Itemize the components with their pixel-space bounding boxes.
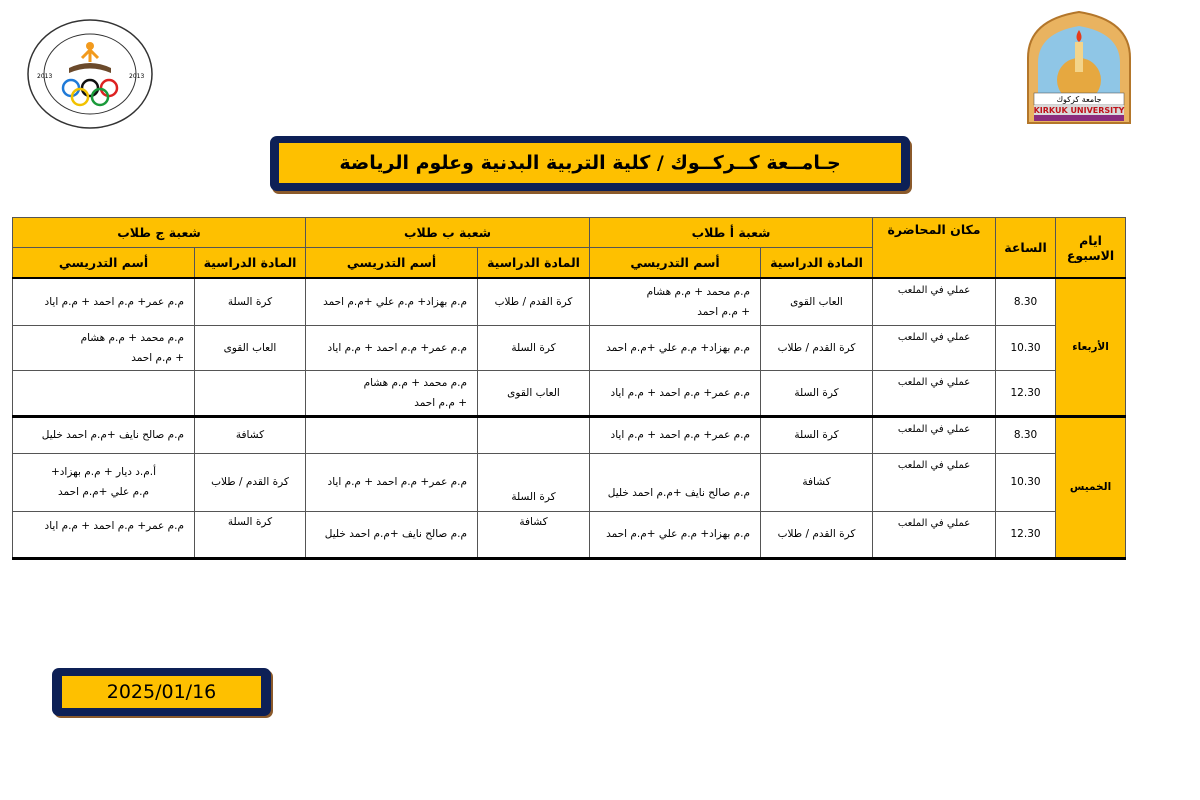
page-title: جـامــعة كــركــوك / كلية التربية البدنية وعلوم الرياضة (339, 152, 841, 174)
day-wednesday: الأربعاء (1056, 278, 1126, 416)
title-banner-inner (279, 143, 901, 183)
time: 8.30 (996, 278, 1056, 325)
a-teacher: م.م بهزاد+ م.م علي +م.م احمد (590, 325, 761, 370)
college-emblem-icon (25, 18, 155, 130)
c-teacher: م.م صالح نايف +م.م احمد خليل (13, 416, 195, 453)
a-teacher: م.م عمر+ م.م احمد + م.م اياد (590, 416, 761, 453)
logo-english-name: KIRKUK UNIVERSITY (1033, 106, 1125, 115)
b-teacher: م.م عمر+ م.م احمد + م.م اياد (306, 325, 478, 370)
date-box-inner (62, 676, 261, 708)
b-subject (478, 416, 590, 453)
c-subject (195, 370, 306, 416)
header-b-teacher: أسم التدريسي (306, 248, 478, 279)
table-row (13, 511, 1126, 558)
c-teacher: م.م محمد + م.م هشام + م.م احمد (13, 325, 195, 370)
college-logo (25, 18, 155, 130)
logo-year-right: 2013 (129, 73, 145, 80)
a-teacher: م.م عمر+ م.م احمد + م.م اياد (590, 370, 761, 416)
b-subject: كشافة (478, 511, 590, 558)
c-subject: كشافة (195, 416, 306, 453)
a-subject: كشافة (761, 453, 873, 511)
date-label: 2025/01/16 (106, 681, 217, 703)
a-teacher: م.م صالح نايف +م.م احمد خليل (590, 453, 761, 511)
university-emblem-icon (1020, 8, 1138, 126)
a-subject: كرة السلة (761, 370, 873, 416)
header-section-b: شعبة ب طلاب (306, 218, 590, 248)
a-subject: كرة القدم / طلاب (761, 325, 873, 370)
a-subject: العاب القوى (761, 278, 873, 325)
place: عملي في الملعب (873, 325, 996, 370)
c-teacher (13, 370, 195, 416)
time: 10.30 (996, 325, 1056, 370)
kirkuk-university-logo (1020, 8, 1138, 126)
table-row (13, 416, 1126, 453)
header-section-c: شعبة ج طلاب (13, 218, 306, 248)
table-row (13, 278, 1126, 325)
c-teacher: م.م عمر+ م.م احمد + م.م اياد (13, 278, 195, 325)
header-c-teacher: أسم التدريسي (13, 248, 195, 279)
day-thursday: الخميس (1056, 416, 1126, 558)
place: عملي في الملعب (873, 511, 996, 558)
b-teacher: م.م محمد + م.م هشام + م.م احمد (306, 370, 478, 416)
table-row (13, 370, 1126, 416)
b-subject: كرة السلة (478, 325, 590, 370)
date-box (52, 668, 271, 716)
time: 12.30 (996, 370, 1056, 416)
c-teacher: م.م عمر+ م.م احمد + م.م اياد (13, 511, 195, 558)
header-place: مكان المحاضرة (873, 218, 996, 279)
b-subject: العاب القوى (478, 370, 590, 416)
place: عملي في الملعب (873, 416, 996, 453)
logo-arabic-name: جامعة كركوك (1056, 95, 1102, 104)
place: عملي في الملعب (873, 453, 996, 511)
header-a-teacher: أسم التدريسي (590, 248, 761, 279)
header-a-subject: المادة الدراسية (761, 248, 873, 279)
time: 10.30 (996, 453, 1056, 511)
header-section-a: شعبة أ طلاب (590, 218, 873, 248)
c-subject: كرة السلة (195, 278, 306, 325)
b-subject: كرة القدم / طلاب (478, 278, 590, 325)
header-day: ايام الاسبوع (1056, 218, 1126, 279)
schedule-table (12, 217, 1126, 560)
c-subject: كرة السلة (195, 511, 306, 558)
time: 8.30 (996, 416, 1056, 453)
header-b-subject: المادة الدراسية (478, 248, 590, 279)
b-teacher: م.م صالح نايف +م.م احمد خليل (306, 511, 478, 558)
header-c-subject: المادة الدراسية (195, 248, 306, 279)
title-banner (270, 136, 910, 191)
c-subject: كرة القدم / طلاب (195, 453, 306, 511)
header-row-sections (13, 218, 1126, 248)
b-teacher: م.م عمر+ م.م احمد + م.م اياد (306, 453, 478, 511)
b-teacher (306, 416, 478, 453)
table-row (13, 325, 1126, 370)
place: عملي في الملعب (873, 278, 996, 325)
b-teacher: م.م بهزاد+ م.م علي +م.م احمد (306, 278, 478, 325)
table-row (13, 453, 1126, 511)
a-teacher: م.م بهزاد+ م.م علي +م.م احمد (590, 511, 761, 558)
time: 12.30 (996, 511, 1056, 558)
place: عملي في الملعب (873, 370, 996, 416)
header-time: الساعة (996, 218, 1056, 279)
a-teacher: م.م محمد + م.م هشام + م.م احمد (590, 278, 761, 325)
c-subject: العاب القوى (195, 325, 306, 370)
a-subject: كرة السلة (761, 416, 873, 453)
b-subject: كرة السلة (478, 453, 590, 511)
a-subject: كرة القدم / طلاب (761, 511, 873, 558)
c-teacher: أ.م.د ديار + م.م بهزاد+ م.م علي +م.م احمد (13, 453, 195, 511)
logo-year-left: 2013 (37, 73, 53, 80)
